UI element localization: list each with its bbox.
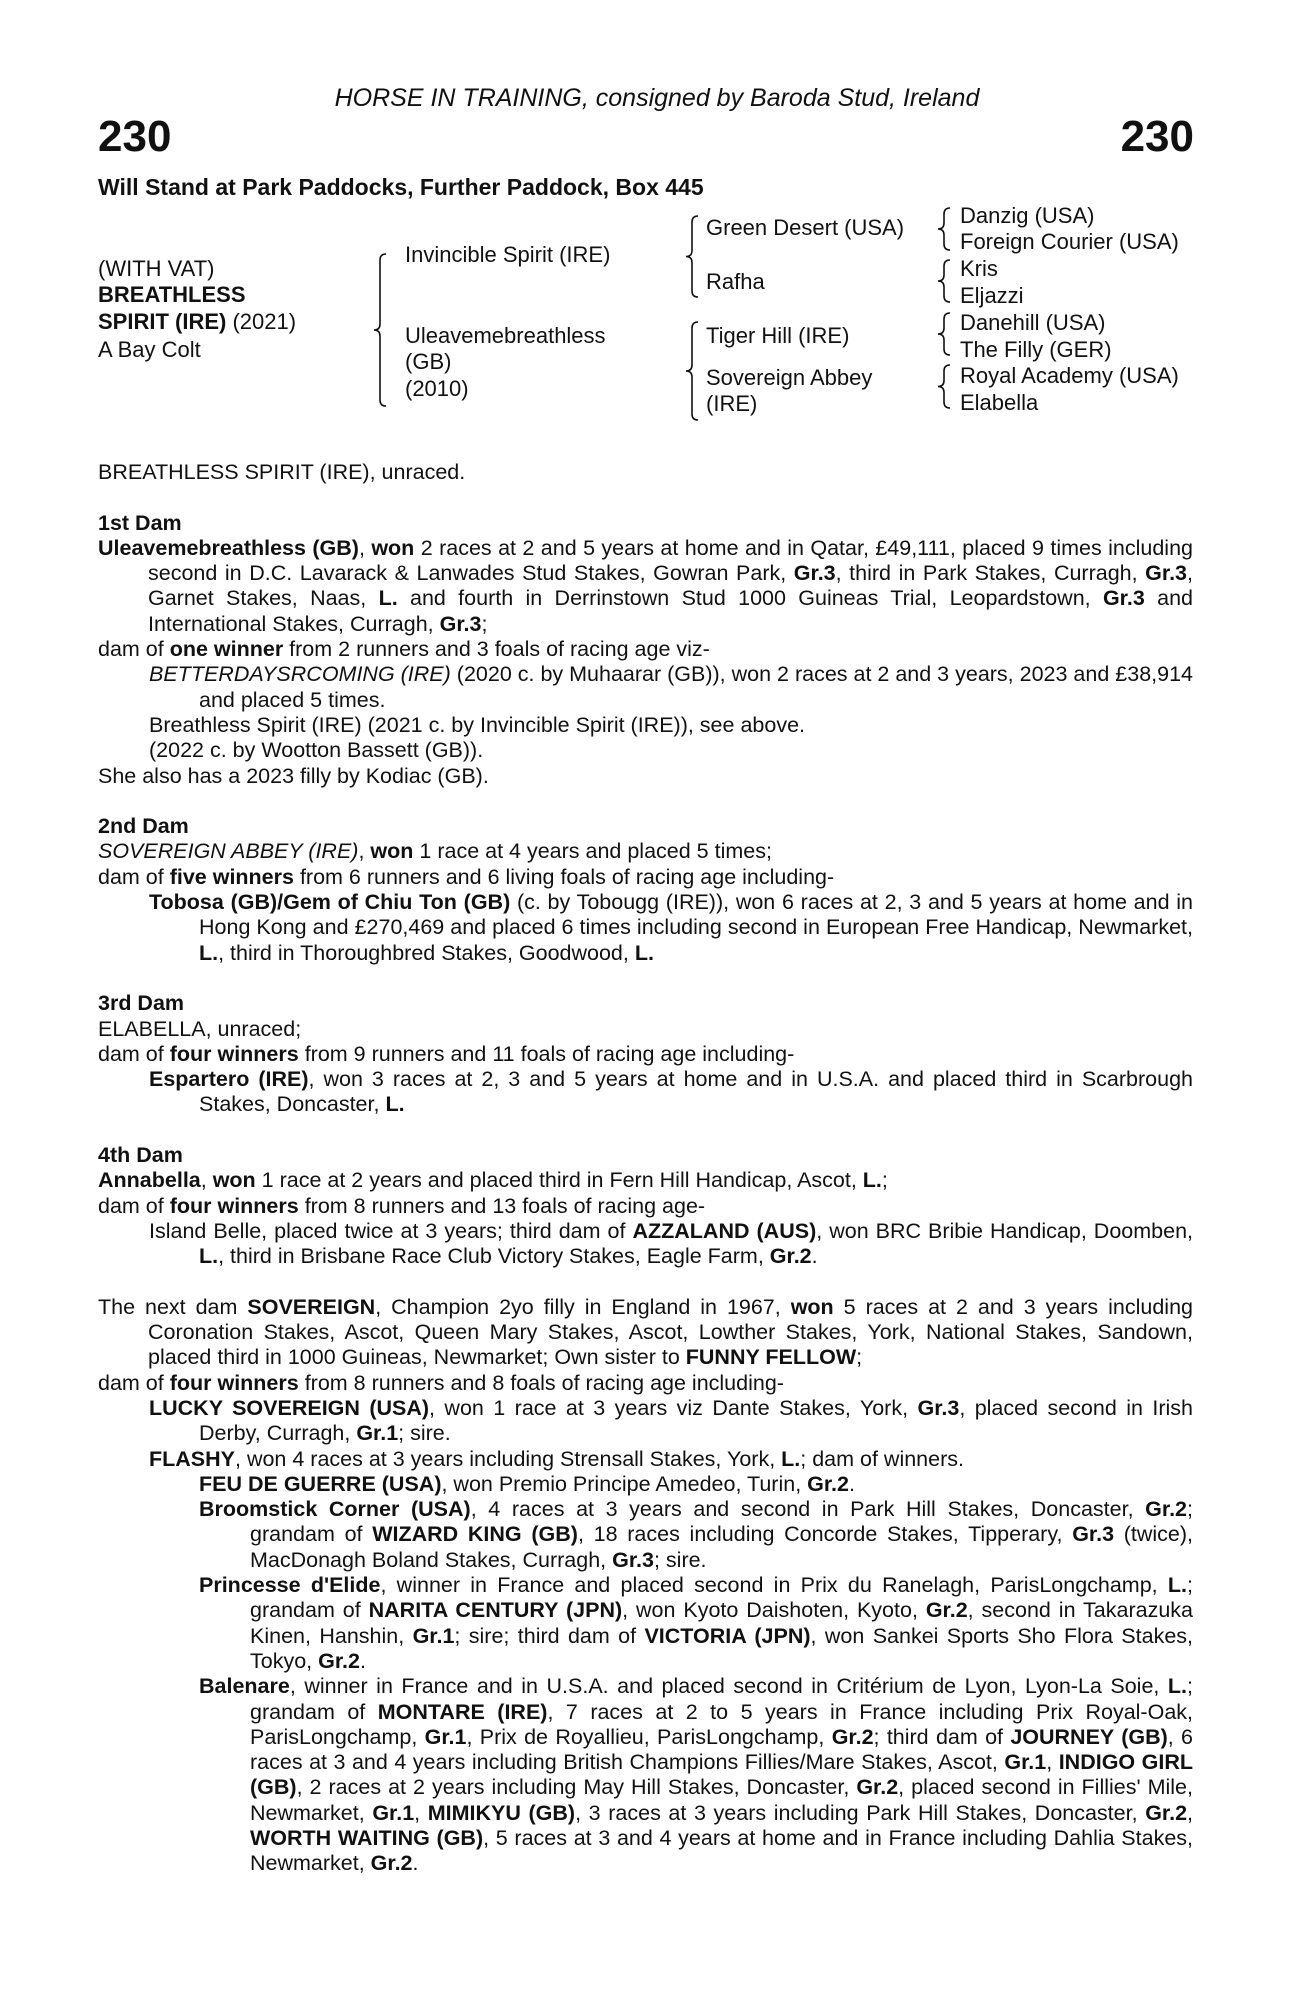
text: ; third dam of (873, 1724, 1011, 1749)
text: dam of (98, 1193, 170, 1218)
sire: Invincible Spirit (IRE) (405, 242, 611, 267)
record-paragraph (98, 713, 1193, 738)
text: and International Stakes, Curragh, (148, 586, 1193, 636)
bold-text: WORTH WAITING (GB) (250, 1826, 484, 1851)
text: , third in Park Stakes, Curragh, (835, 561, 1146, 586)
text: , won BRC Bribie Handicap, Doomben, (816, 1218, 1194, 1243)
dam-dam-line1: Sovereign Abbey (706, 365, 873, 390)
bold-text: Gr.2 (1145, 1497, 1188, 1522)
text: (2022 c. by Wootton Bassett (GB)). (149, 738, 484, 763)
text: , third in Thoroughbred Stakes, Goodwood, (218, 940, 635, 965)
pedigree-section (98, 814, 1193, 966)
text: , 7 races at 2 to 5 years in France including Prix Royal-Oak, ParisLongchamp, (250, 1699, 1193, 1749)
italic-text: SOVEREIGN ABBEY (IRE) (98, 839, 359, 864)
text: , second in Takarazuka Kinen, Hanshin, (250, 1598, 1193, 1648)
text: , placed second in Irish Derby, Curragh, (199, 1395, 1193, 1446)
ggd-2: Eljazzi (960, 283, 1024, 308)
text: . (811, 1244, 818, 1269)
sire-sire: Green Desert (USA) (706, 215, 905, 240)
record-paragraph (98, 536, 1193, 637)
bold-text: SOVEREIGN (247, 1294, 376, 1319)
record-paragraph (98, 839, 1193, 864)
bold-text: won (370, 839, 414, 864)
text: , (414, 1800, 428, 1825)
text: ; sire. (398, 1421, 451, 1446)
section-heading: 2nd Dam (98, 814, 189, 839)
bold-text: JOURNEY (GB) (1010, 1724, 1168, 1749)
text: , placed second in Fillies' Mile, Newmarket, (250, 1775, 1193, 1825)
italic-text: BETTERDAYSRCOMING (IRE) (149, 662, 451, 687)
stand-location: Will Stand at Park Paddocks, Further Paddock, Box 445 (98, 174, 704, 200)
text: and fourth in Derrinstown Stud 1000 Guineas Trial, Leopardstown, (397, 586, 1103, 611)
bold-text: Gr.3 (1102, 586, 1145, 611)
record-paragraph (98, 460, 1193, 485)
ggd-3: The Filly (GER) (960, 337, 1112, 362)
dam-dam-line2: (IRE) (706, 391, 758, 416)
text: ; grandam of (250, 1497, 1193, 1547)
text: , (358, 839, 371, 864)
record-paragraph (98, 1472, 1193, 1497)
record-paragraph (98, 1042, 1193, 1067)
text: ; dam of winners. (800, 1446, 964, 1471)
bold-text: MONTARE (IRE) (377, 1699, 548, 1724)
pedigree-section (98, 460, 1193, 485)
text: from 8 runners and 8 foals of racing age including- (298, 1370, 784, 1395)
bold-text: four winners (169, 1370, 299, 1395)
text: , winner in France and placed second in Prix du Ranelagh, ParisLongchamp, (380, 1573, 1168, 1598)
text: , 3 races at 3 years including Park Hill Stakes, Doncaster, (575, 1800, 1146, 1825)
bold-text: won (371, 535, 415, 560)
bold-text: INDIGO GIRL (GB) (250, 1750, 1194, 1800)
text: 5 races at 2 and 3 years including Coronation Stakes, Ascot, Queen Mary Stakes, Ascot, Lowther Stakes, York, National Stakes, Sandown, placed third in 1000 Guineas, Newmarket; Own sister to (148, 1294, 1194, 1370)
record-paragraph (98, 1017, 1193, 1042)
bold-text: L. (378, 586, 398, 611)
text: , (358, 535, 372, 560)
text: from 9 runners and 11 foals of racing age including- (298, 1041, 795, 1066)
text: , winner in France and in U.S.A. and placed second in Critérium de Lyon, Lyon-La Soie, (289, 1674, 1168, 1699)
text: , (200, 1168, 213, 1193)
bold-text: Princesse d'Elide (199, 1573, 381, 1598)
text: ; (881, 1168, 888, 1193)
text: ; (856, 1345, 863, 1370)
ggd-1: Foreign Courier (USA) (960, 229, 1179, 254)
bold-text: Uleavemebreathless (GB) (98, 535, 359, 560)
text: , 2 races at 2 years including May Hill Stakes, Doncaster, (296, 1775, 857, 1800)
record-paragraph (98, 662, 1193, 713)
ggs-3: Danehill (USA) (960, 310, 1106, 335)
text: , 18 races including Concorde Stakes, Tipperary, (577, 1522, 1073, 1547)
record-paragraph (98, 1168, 1193, 1193)
bold-text: five winners (169, 864, 294, 889)
text: (c. by Tobougg (IRE)), won 6 races at 2, 3 and 5 years at home and in Hong Kong and £270,469 and placed 6 times including second in European Free Handicap, Newmarket, (199, 890, 1193, 940)
bold-text: Gr.3 (612, 1547, 654, 1572)
ggs-2: Kris (960, 256, 998, 281)
text: 1 race at 4 years and placed 5 times; (413, 839, 772, 864)
dam-sire: Tiger Hill (IRE) (706, 323, 850, 348)
text: , won Premio Principe Amedeo, Turin, (441, 1471, 808, 1496)
bold-text: four winners (169, 1041, 299, 1066)
text: (2020 c. by Muhaarar (GB)), won 2 races at 2 and 3 years, 2023 and £38,914 and placed 5 times. (199, 662, 1193, 712)
record-paragraph (98, 1194, 1193, 1219)
bold-text: Gr.3 (917, 1395, 960, 1420)
record-paragraph (98, 1447, 1193, 1472)
text: , won Kyoto Daishoten, Kyoto, (622, 1598, 926, 1623)
brace-icon (686, 216, 698, 297)
text: ELABELLA, unraced; (98, 1016, 302, 1041)
bold-text: L. (634, 940, 654, 965)
horse-description: A Bay Colt (98, 337, 201, 362)
record-paragraph (98, 1497, 1193, 1573)
bold-text: won (790, 1294, 834, 1319)
pedigree-section (98, 1143, 1193, 1269)
bold-text: Balenare (199, 1674, 290, 1699)
text: 2 races at 2 and 5 years at home and in Qatar, £49,111, placed 9 times including second in D.C. Lavarack & Lanwades Stud Stakes, Gowran Park, (148, 535, 1194, 586)
record-paragraph (98, 1396, 1193, 1447)
text: , won 3 races at 2, 3 and 5 years at home and in U.S.A. and placed third in Scarbrough Stakes, Doncaster, (199, 1067, 1193, 1117)
bold-text: L. (199, 1244, 219, 1269)
text: Breathless Spirit (IRE) (2021 c. by Invincible Spirit (IRE)), see above. (149, 712, 806, 737)
text: BREATHLESS SPIRIT (IRE), unraced. (98, 460, 466, 484)
bold-text: Gr.3 (1072, 1522, 1115, 1547)
brace-icon (686, 322, 698, 420)
bold-text: four winners (169, 1193, 299, 1218)
text: , won Sankei Sports Sho Flora Stakes, Tokyo, (250, 1623, 1194, 1673)
text: dam of (98, 864, 170, 889)
bold-text: Gr.1 (424, 1724, 467, 1749)
section-heading: 4th Dam (98, 1143, 183, 1168)
bold-text: Gr.2 (856, 1775, 899, 1800)
bold-text: VICTORIA (JPN) (644, 1623, 811, 1648)
bold-text: Gr.1 (1004, 1750, 1047, 1775)
ggs-1: Danzig (USA) (960, 203, 1095, 228)
bold-text: Gr.1 (356, 1421, 399, 1446)
text: , Garnet Stakes, Naas, (148, 561, 1193, 611)
section-heading: 3rd Dam (98, 991, 185, 1016)
bold-text: Gr.2 (807, 1471, 849, 1496)
bold-text: WIZARD KING (GB) (372, 1522, 578, 1547)
ggs-4: Royal Academy (USA) (960, 363, 1179, 388)
record-paragraph (98, 1067, 1193, 1118)
text: , won 1 race at 3 years viz Dante Stakes, York, (429, 1395, 918, 1420)
record-paragraph (98, 865, 1193, 890)
horse-name: SPIRIT (IRE) (98, 309, 227, 334)
pedigree-section (98, 1295, 1193, 1877)
lot-number-right: 230 (1120, 112, 1194, 161)
text: ; grandam of (250, 1674, 1193, 1724)
dam-line2: (GB) (405, 349, 452, 374)
pedigree-section (98, 511, 1193, 789)
bold-text: Tobosa (GB)/Gem of Chiu Ton (GB) (149, 890, 511, 915)
bold-text: L. (1167, 1674, 1188, 1699)
text: She also has a 2023 filly by Kodiac (GB). (98, 763, 489, 788)
text: Island Belle, placed twice at 3 years; third dam of (149, 1218, 633, 1243)
bold-text: Gr.3 (439, 611, 482, 636)
text: , Prix de Royallieu, ParisLongchamp, (466, 1724, 832, 1749)
text: . (849, 1471, 855, 1496)
pedigree-section (98, 991, 1193, 1117)
text: , 4 races at 3 years and second in Park Hill Stakes, Doncaster, (470, 1497, 1146, 1522)
record-paragraph (98, 1674, 1193, 1876)
bold-text: Gr.1 (372, 1800, 415, 1825)
bold-text: Gr.3 (793, 561, 836, 586)
record-paragraph (98, 1219, 1193, 1270)
ggd-4: Elabella (960, 390, 1039, 415)
text: from 6 runners and 6 living foals of racing age including- (293, 864, 835, 889)
text: . (359, 1648, 366, 1673)
text: , 6 races at 3 and 4 years including British Champions Fillies/Mare Stakes, Ascot, (250, 1724, 1194, 1775)
bold-text: L. (1167, 1573, 1188, 1598)
text: , 5 races at 3 and 4 years at home and in France including Dahlia Stakes, Newmarket, (250, 1826, 1193, 1876)
brace-icon (938, 260, 950, 302)
text: , third in Brisbane Race Club Victory Stakes, Eagle Farm, (218, 1244, 770, 1269)
bold-text: L. (781, 1446, 801, 1471)
text: dam of (98, 1370, 170, 1395)
text: 1 race at 2 years and placed third in Fern Hill Handicap, Ascot, (255, 1168, 863, 1193)
bold-text: Gr.2 (831, 1724, 874, 1749)
text: (twice), MacDonagh Boland Stakes, Curragh, (250, 1522, 1194, 1572)
bold-text: L. (199, 940, 219, 965)
bold-text: Gr.2 (370, 1851, 413, 1876)
text: . (412, 1851, 419, 1876)
sire-dam: Rafha (706, 269, 765, 294)
text: , (1046, 1750, 1059, 1775)
bold-text: NARITA CENTURY (JPN) (368, 1598, 623, 1623)
brace-icon (938, 208, 950, 250)
bold-text: L. (862, 1168, 882, 1193)
bold-text: FUNNY FELLOW (685, 1345, 857, 1370)
bold-text: Gr.2 (1145, 1800, 1188, 1825)
text: The next dam (98, 1294, 248, 1319)
bold-text: won (212, 1168, 256, 1193)
horse-name-line2 (98, 309, 296, 335)
bold-text: Gr.2 (769, 1244, 812, 1269)
section-heading: 1st Dam (98, 510, 182, 535)
bold-text: Broomstick Corner (USA) (199, 1497, 471, 1522)
foal-year: (2021) (232, 309, 297, 334)
text: from 8 runners and 13 foals of racing age- (298, 1193, 706, 1218)
text: , won 4 races at 3 years including Strensall Stakes, York, (235, 1446, 782, 1471)
lot-number-left: 230 (98, 112, 172, 161)
bold-text: L. (385, 1092, 405, 1117)
dam-line1: Uleavemebreathless (405, 323, 606, 348)
bold-text: one winner (169, 637, 284, 662)
brace-icon (374, 254, 386, 406)
bold-text: FEU DE GUERRE (USA) (199, 1471, 442, 1496)
record-paragraph (98, 764, 1193, 789)
text: ; sire; third dam of (454, 1623, 645, 1648)
bold-text: LUCKY SOVEREIGN (USA) (149, 1395, 430, 1420)
catalogue-header: HORSE IN TRAINING, consigned by Baroda Stud, Ireland (334, 84, 980, 112)
record-paragraph (98, 637, 1193, 662)
bold-text: Gr.3 (1145, 561, 1188, 586)
text: ; grandam of (250, 1573, 1193, 1623)
record-paragraph (98, 890, 1193, 966)
bold-text: Gr.2 (318, 1648, 360, 1673)
bold-text: FLASHY (149, 1446, 235, 1471)
record-paragraph (98, 1573, 1193, 1674)
text: from 2 runners and 3 foals of racing age viz- (283, 637, 710, 662)
text: dam of (98, 637, 170, 662)
record-paragraph (98, 738, 1193, 763)
bold-text: Espartero (IRE) (149, 1067, 309, 1092)
brace-icon (938, 313, 950, 355)
text: , (1187, 1800, 1194, 1825)
record-paragraph (98, 1295, 1193, 1371)
bold-text: Gr.1 (412, 1623, 455, 1648)
bold-text: AZZALAND (AUS) (632, 1218, 817, 1243)
text: ; (481, 611, 488, 636)
vat-note: (WITH VAT) (98, 256, 215, 281)
dam-line3: (2010) (405, 376, 469, 401)
brace-icon (938, 365, 950, 408)
text: , Champion 2yo filly in England in 1967, (375, 1294, 791, 1319)
bold-text: Annabella (98, 1168, 201, 1193)
bold-text: Gr.2 (925, 1598, 968, 1623)
text: dam of (98, 1041, 170, 1066)
bold-text: MIMIKYU (GB) (427, 1800, 576, 1825)
record-paragraph (98, 1371, 1193, 1396)
text: ; sire. (653, 1547, 707, 1572)
produce-record (98, 460, 1193, 1877)
horse-name-line1: BREATHLESS (98, 282, 246, 307)
